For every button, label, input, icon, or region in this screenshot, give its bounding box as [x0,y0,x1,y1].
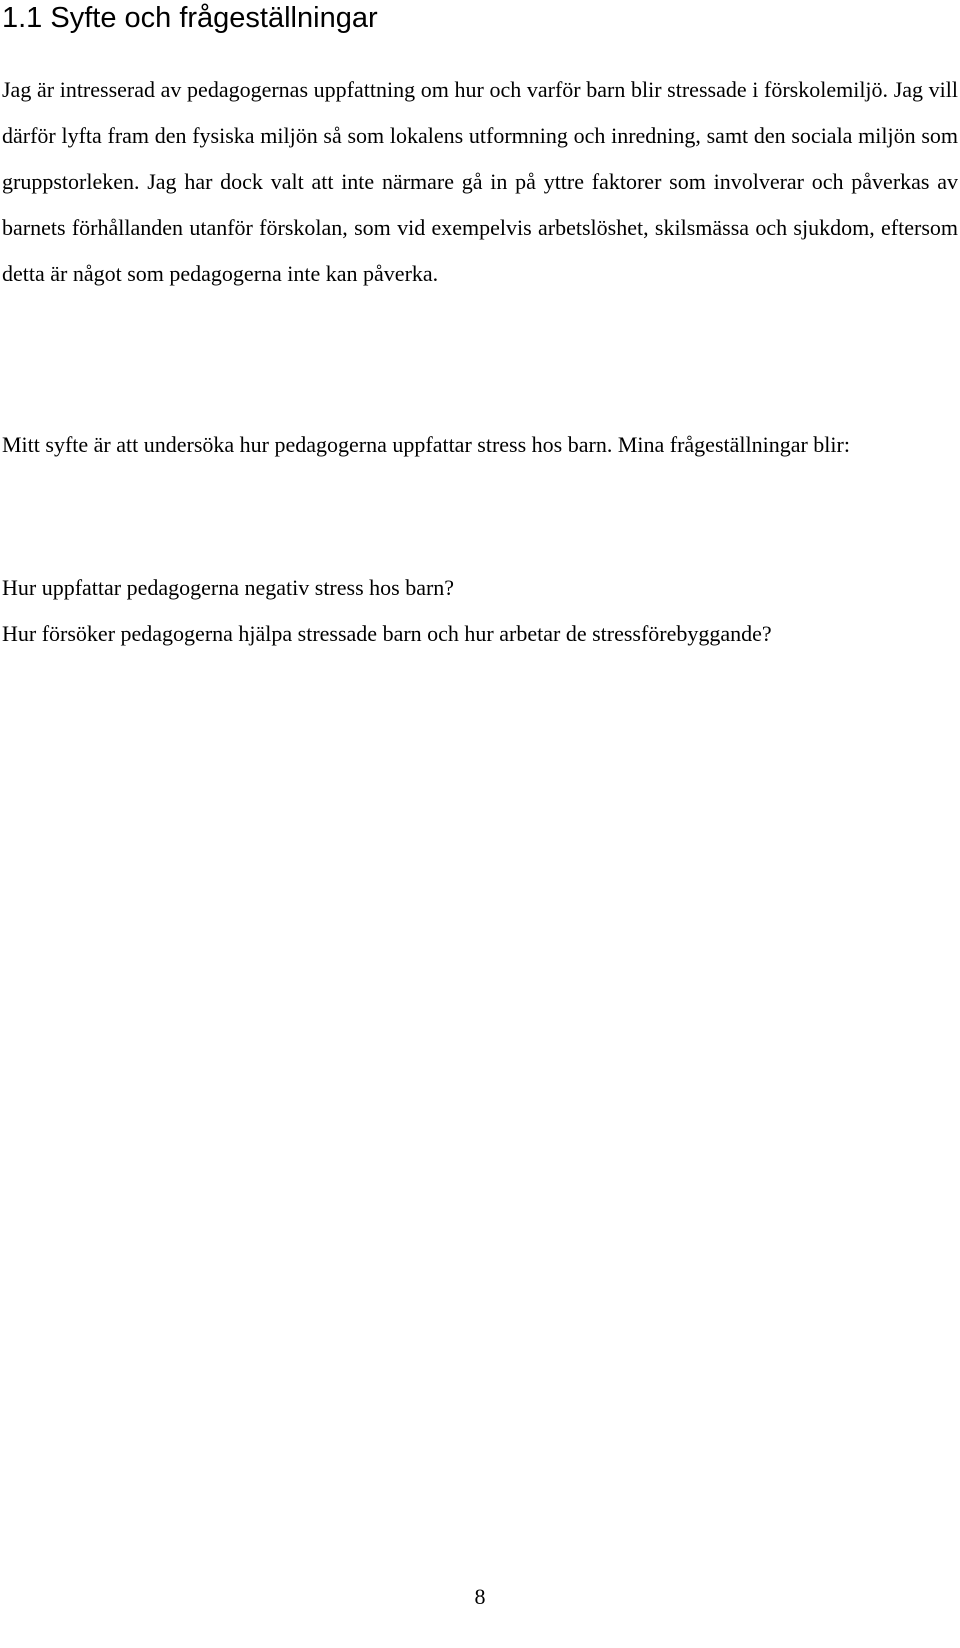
research-question-1: Hur uppfattar pedagogerna negativ stress hos barn? [2,575,455,600]
purpose-paragraph: Mitt syfte är att undersöka hur pedagogerna uppfattar stress hos barn. Mina frågeställningar blir: [2,432,850,457]
research-question-2: Hur försöker pedagogerna hjälpa stressade barn och hur arbetar de stressförebyggande? [2,621,772,646]
section-heading: 1.1 Syfte och frågeställningar [2,2,378,34]
page-number: 8 [474,1584,486,1609]
intro-paragraph: Jag är intresserad av pedagogernas uppfattning om hur och varför barn blir stressade i förskolemiljö. Jag vill därför lyfta fram den fysiska miljön så som lokalens utformning och inredning, samt den sociala miljön som gruppstorleken. Jag har dock valt att inte närmare gå in på yttre faktorer som involverar och påverkas av barnets förhållanden utanför förskolan, som vid exempelvis arbetslöshet, skilsmässa och sjukdom, eftersom detta är något som pedagogerna inte kan påverka. [2,77,958,286]
